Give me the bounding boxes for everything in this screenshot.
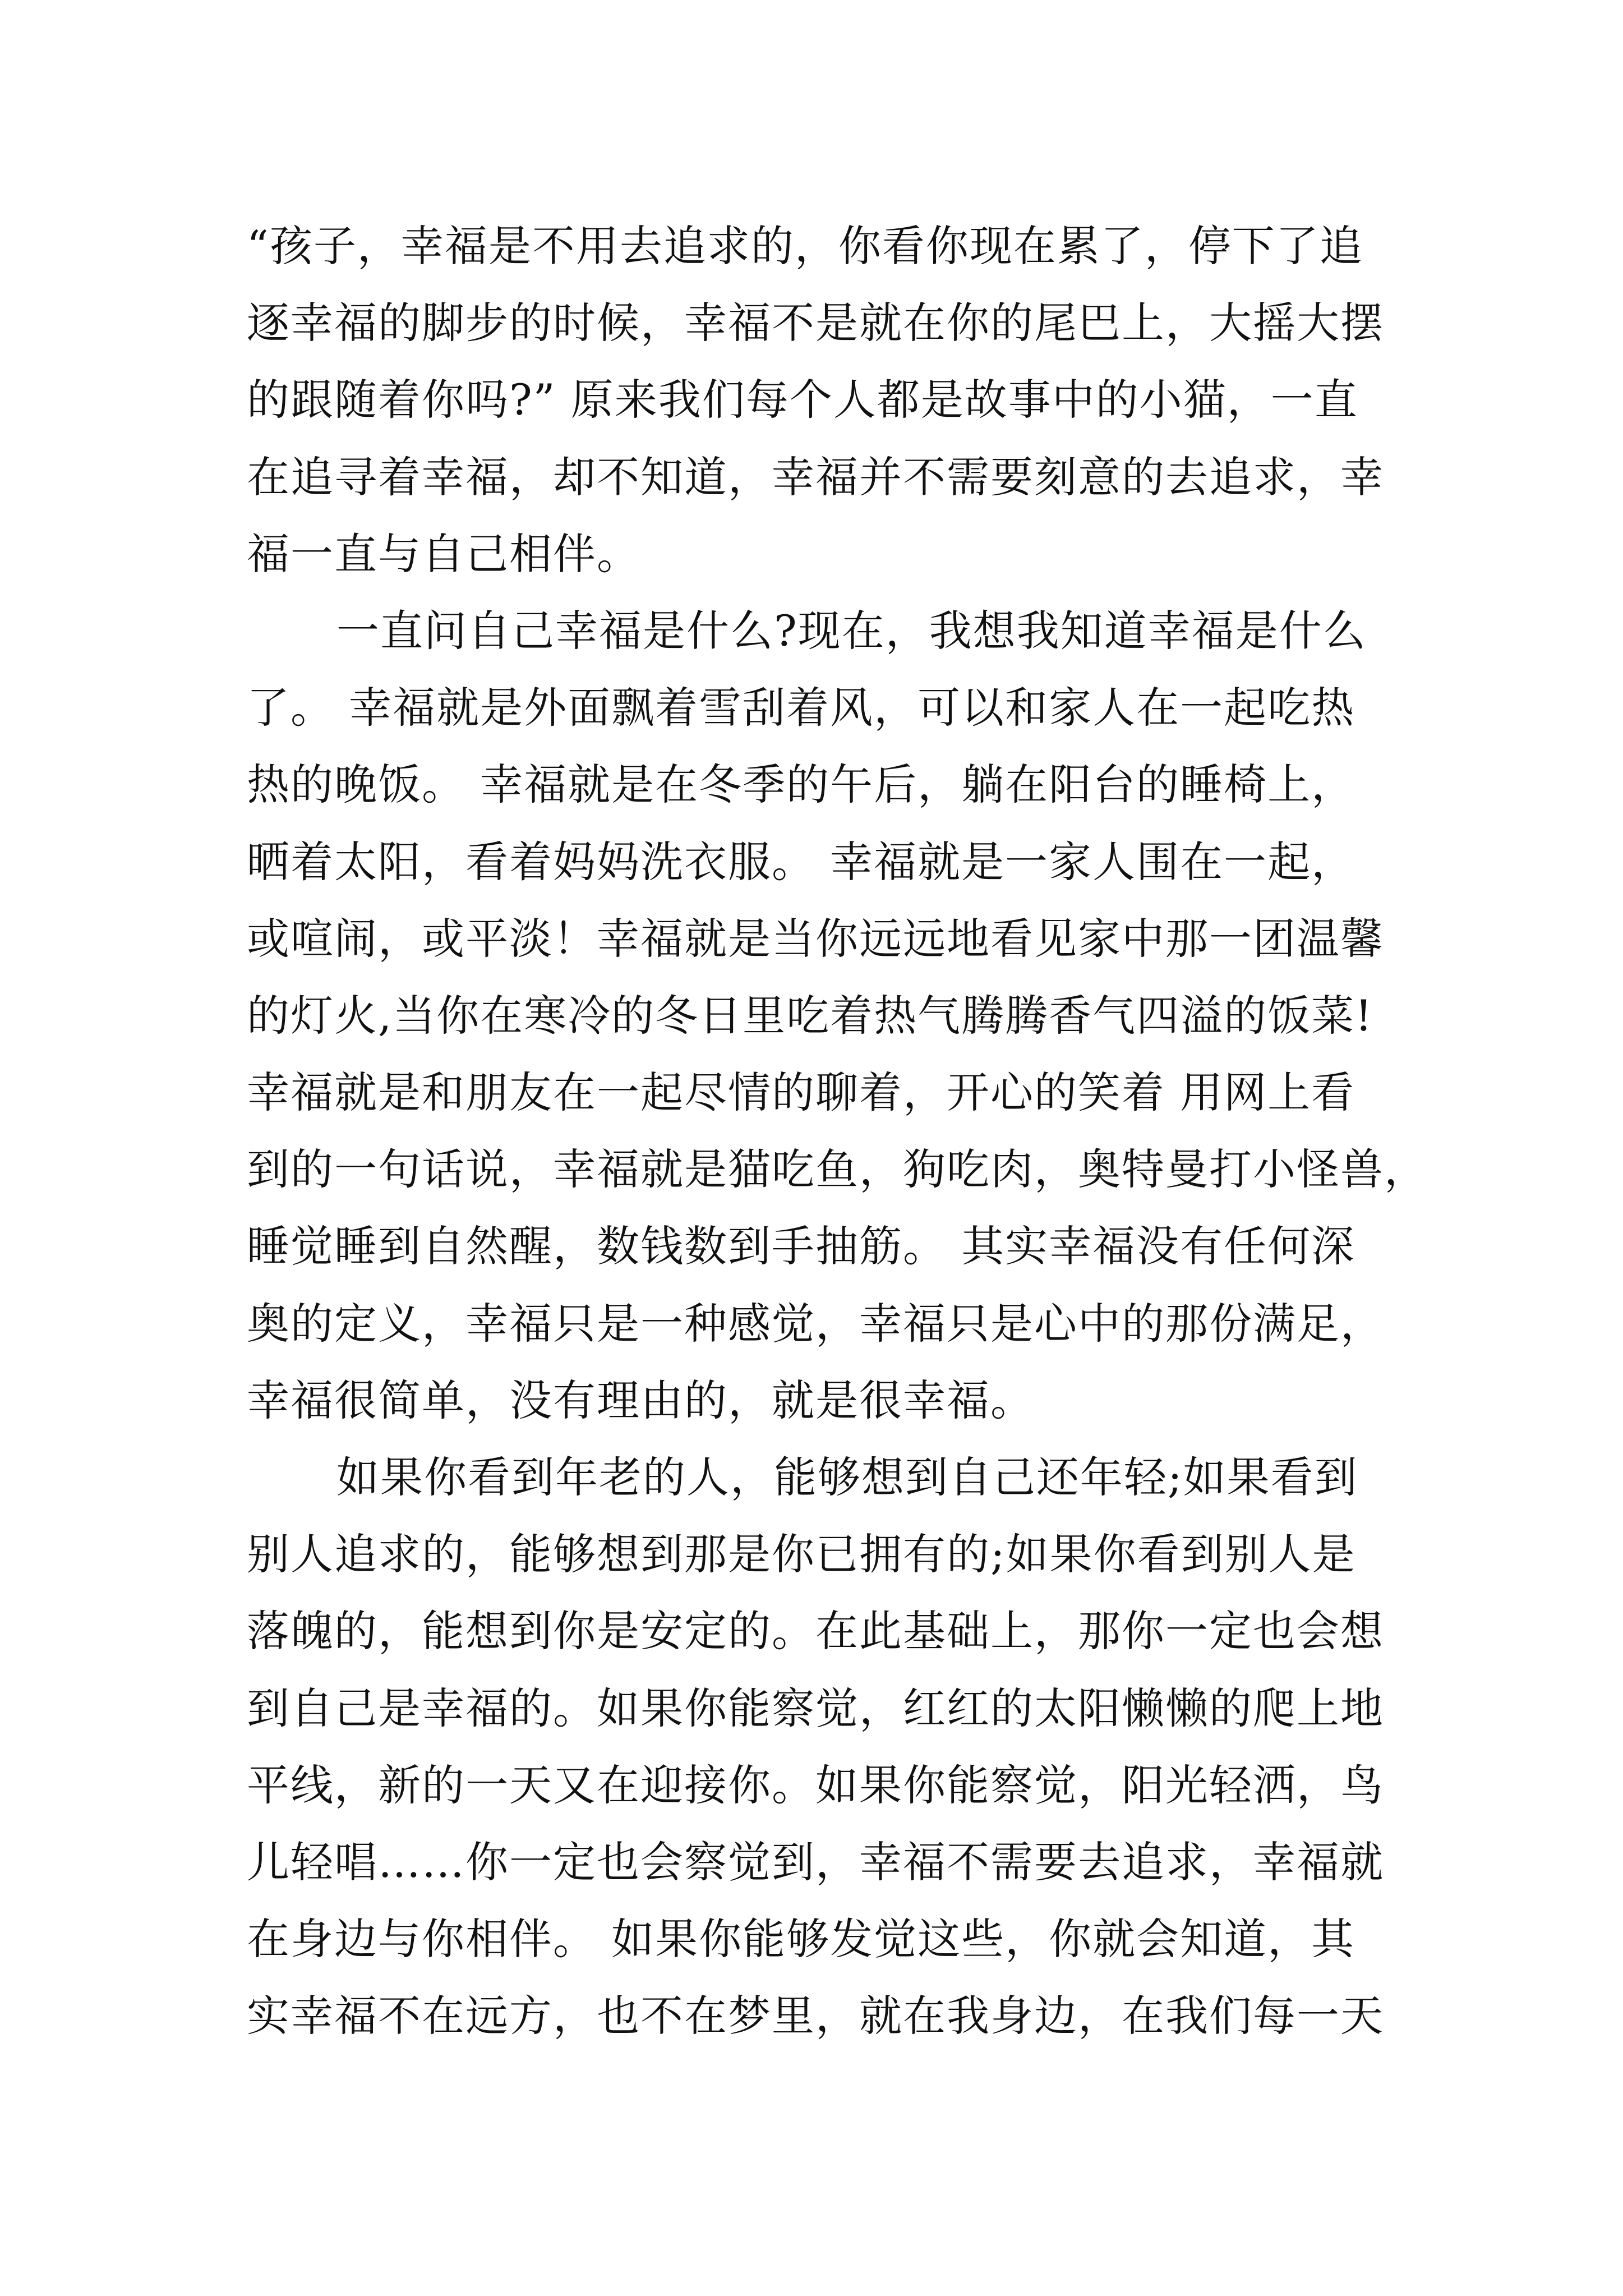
paragraph-3-line-5: 平线，新的一天又在迎接你。如果你能察觉，阳光轻洒，鸟: [247, 1760, 1384, 1810]
paragraph-3-line-4: 到自己是幸福的。如果你能察觉，红红的太阳懒懒的爬上地: [247, 1683, 1384, 1733]
paragraph-1-line-5: 福一直与自己相伴。: [247, 528, 640, 579]
paragraph-1-line-2: 逐幸福的脚步的时候，幸福不是就在你的尾巴上，大摇大摆: [247, 298, 1384, 348]
paragraph-3-line-6: 儿轻唱……你一定也会察觉到，幸福不需要去追求，幸福就: [247, 1837, 1384, 1887]
paragraph-1-line-3: 的跟随着你吗?” 原来我们每个人都是故事中的小猫，一直: [247, 375, 1358, 425]
paragraph-3-line-1: 如果你看到年老的人，能够想到自己还年轻;如果看到: [336, 1452, 1358, 1502]
paragraph-2-line-6: 的灯火,当你在寒冷的冬日里吃着热气腾腾香气四溢的饭菜!: [247, 990, 1373, 1041]
paragraph-3-line-7: 在身边与你相伴。 如果你能够发觉这些，你就会知道，其: [247, 1914, 1355, 1964]
paragraph-2-line-4: 晒着太阳，看着妈妈洗衣服。 幸福就是一家人围在一起，: [247, 836, 1355, 887]
paragraph-2-line-2: 了。 幸福就是外面飘着雪刮着风，可以和家人在一起吃热: [247, 683, 1355, 733]
paragraph-2-line-10: 奥的定义，幸福只是一种感觉，幸福只是心中的那份满足，: [247, 1298, 1384, 1349]
paragraph-2-line-11: 幸福很简单，没有理由的，就是很幸福。: [247, 1375, 1034, 1425]
paragraph-3-line-2: 别人追求的，能够想到那是你已拥有的;如果你看到别人是: [247, 1529, 1356, 1580]
paragraph-2-line-3: 热的晚饭。 幸福就是在冬季的午后，躺在阳台的睡椅上，: [247, 760, 1355, 810]
paragraph-3-line-3: 落魄的，能想到你是安定的。在此基础上，那你一定也会想: [247, 1606, 1384, 1657]
paragraph-2-line-8: 到的一句话说，幸福就是猫吃鱼，狗吃肉，奥特曼打小怪兽，: [247, 1144, 1428, 1195]
document-body: [247, 208, 1428, 2055]
paragraph-1-line-1: “孩子，幸福是不用去追求的，你看你现在累了，停下了追: [247, 221, 1363, 271]
paragraph-2-line-7: 幸福就是和朋友在一起尽情的聊着，开心的笑着 用网上看: [247, 1068, 1355, 1118]
paragraph-2-line-9: 睡觉睡到自然醒，数钱数到手抽筋。 其实幸福没有任何深: [247, 1221, 1355, 1272]
paragraph-2-line-5: 或喧闹，或平淡！幸福就是当你远远地看见家中那一团温馨: [247, 913, 1384, 964]
paragraph-1-line-4: 在追寻着幸福，却不知道，幸福并不需要刻意的去追求，幸: [247, 452, 1384, 502]
paragraph-2-line-1: 一直问自己幸福是什么?现在，我想我知道幸福是什么: [336, 605, 1367, 656]
paragraph-3-line-8: 实幸福不在远方，也不在梦里，就在我身边，在我们每一天: [247, 1991, 1384, 2041]
